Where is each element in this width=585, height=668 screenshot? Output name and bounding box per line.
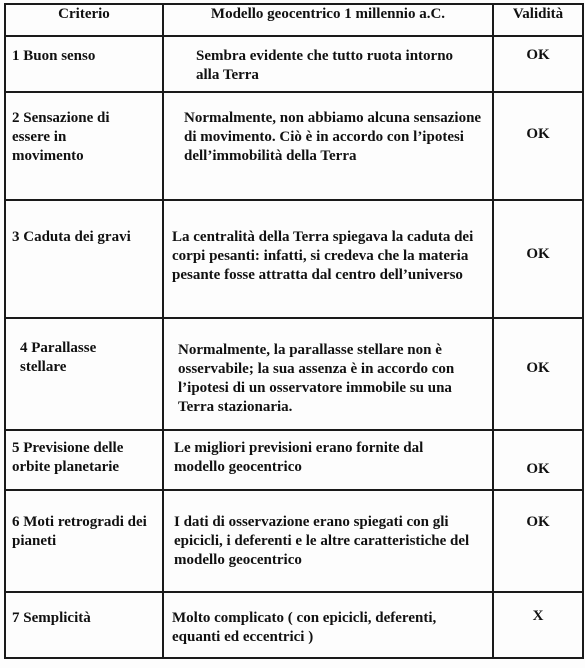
criteria-table [4, 3, 584, 659]
validita-text: OK [526, 126, 550, 142]
validita-text: OK [526, 246, 550, 262]
validita-cell [493, 430, 583, 490]
modello-cell [163, 318, 493, 430]
table-row [5, 36, 583, 92]
table-row [5, 318, 583, 430]
header-validita: Validità [493, 4, 583, 36]
header-criterio: Criterio [5, 4, 163, 36]
criterio-text: 2 Sensazione di essere in movimento [12, 110, 110, 164]
validita-text: OK [526, 360, 550, 376]
criterio-cell [5, 92, 163, 200]
modello-cell [163, 592, 493, 658]
validita-text: OK [526, 514, 550, 530]
modello-cell [163, 200, 493, 318]
criterio-cell [5, 36, 163, 92]
modello-text: La centralità della Terra spiegava la caduta dei corpi pesanti: infatti, si credeva che la materia pesante fosse attratta dal centro dell’universo [172, 229, 474, 283]
table-row [5, 592, 583, 658]
table-row [5, 490, 583, 592]
modello-cell [163, 92, 493, 200]
validita-cell [493, 490, 583, 592]
modello-text: Normalmente, non abbiamo alcuna sensazione di movimento. Ciò è in accordo con l’ipotesi dell’immobilità della Terra [184, 110, 482, 164]
modello-cell [163, 490, 493, 592]
modello-text: Sembra evidente che tutto ruota intorno alla Terra [196, 48, 454, 83]
validita-text: OK [526, 47, 550, 63]
criterio-cell [5, 430, 163, 490]
criterio-text: 3 Caduta dei gravi [12, 229, 131, 245]
modello-cell [163, 430, 493, 490]
table-row [5, 92, 583, 200]
criterio-text: 6 Moti retrogradi dei pianeti [12, 514, 147, 549]
modello-text: Normalmente, la parallasse stellare non è osservabile; la sua assenza è in accordo con l’ipotesi di un osservatore immobile su una Terra stazionaria. [178, 342, 455, 415]
criterio-cell [5, 592, 163, 658]
criterio-text: 7 Semplicità [12, 610, 91, 626]
validita-cell [493, 92, 583, 200]
validita-cell [493, 592, 583, 658]
criterio-text: 1 Buon senso [12, 48, 96, 64]
table-row [5, 430, 583, 490]
criterio-text: 4 Parallasse stellare [20, 340, 97, 375]
criterio-cell [5, 200, 163, 318]
criterio-text: 5 Previsione delle orbite planetarie [12, 440, 124, 475]
validita-cell [493, 318, 583, 430]
table-header-row [5, 4, 583, 36]
validita-text: OK [526, 461, 550, 477]
criterio-cell [5, 318, 163, 430]
criterio-cell [5, 490, 163, 592]
header-modello: Modello geocentrico 1 millennio a.C. [163, 4, 493, 36]
modello-text: Molto complicato ( con epicicli, deferenti, equanti ed eccentrici ) [172, 610, 437, 645]
validita-cell [493, 200, 583, 318]
table-row [5, 200, 583, 318]
modello-text: I dati di osservazione erano spiegati con gli epicicli, i deferenti e le altre caratteristiche del modello geocentrico [174, 514, 470, 568]
validita-text: X [532, 608, 544, 624]
validita-cell [493, 36, 583, 92]
modello-text: Le migliori previsioni erano fornite dal modello geocentrico [174, 440, 424, 475]
modello-cell [163, 36, 493, 92]
